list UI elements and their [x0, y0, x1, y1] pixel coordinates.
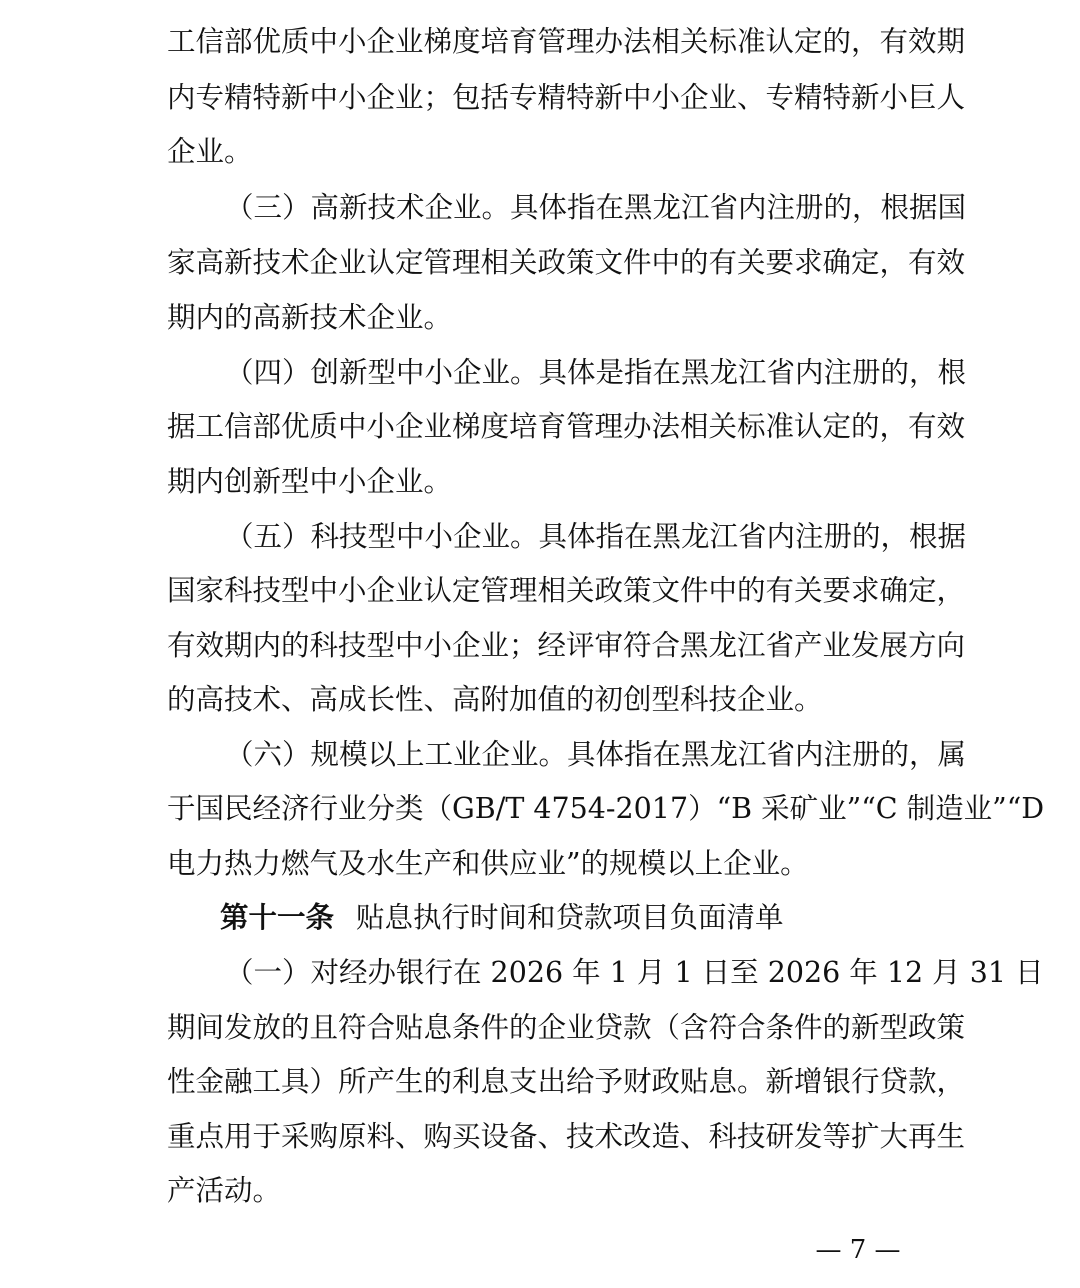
body-line-18: 期间发放的且符合贴息条件的企业贷款（含符合条件的新型政策: [167, 1011, 966, 1044]
body-line-15: 于国民经济行业分类（GB/T 4754-2017）“B 采矿业”“C 制造业”“D: [167, 792, 1045, 825]
body-line-8: 据工信部优质中小企业梯度培育管理办法相关标准认定的，有效: [167, 410, 966, 443]
body-line-2: 内专精特新中小企业；包括专精特新中小企业、专精特新小巨人: [167, 81, 966, 114]
article-heading: [220, 900, 784, 936]
paragraph-3-start: （三）高新技术企业。具体指在黑龙江省内注册的，根据国: [225, 191, 967, 224]
paragraph-5-start: （五）科技型中小企业。具体指在黑龙江省内注册的，根据: [225, 520, 967, 553]
body-line-16: 电力热力燃气及水生产和供应业”的规模以上企业。: [167, 847, 809, 880]
body-line-1: 工信部优质中小企业梯度培育管理办法相关标准认定的，有效期: [167, 25, 966, 58]
body-line-11: 国家科技型中小企业认定管理相关政策文件中的有关要求确定，: [167, 574, 966, 607]
article-title: 贴息执行时间和贷款项目负面清单: [356, 901, 784, 934]
body-line-12: 有效期内的科技型中小企业；经评审符合黑龙江省产业发展方向: [167, 629, 966, 662]
page-number: — 7 —: [815, 1235, 901, 1265]
body-line-20: 重点用于采购原料、购买设备、技术改造、科技研发等扩大再生: [167, 1120, 966, 1153]
clause-1-start: （一）对经办银行在 2026 年 1 月 1 日至 2026 年 12 月 31 日: [225, 956, 1044, 989]
body-line-9: 期内创新型中小企业。: [167, 465, 453, 498]
body-line-5: 家高新技术企业认定管理相关政策文件中的有关要求确定，有效: [167, 246, 966, 279]
paragraph-6-start: （六）规模以上工业企业。具体指在黑龙江省内注册的，属: [225, 738, 967, 771]
body-line-19: 性金融工具）所产生的利息支出给予财政贴息。新增银行贷款，: [167, 1065, 966, 1098]
body-line-13: 的高技术、高成长性、高附加值的初创型科技企业。: [167, 683, 823, 716]
article-number: 第十一条: [220, 901, 335, 934]
body-line-21: 产活动。: [167, 1174, 282, 1207]
body-line-6: 期内的高新技术企业。: [167, 301, 453, 334]
body-line-3: 企业。: [167, 135, 253, 168]
paragraph-4-start: （四）创新型中小企业。具体是指在黑龙江省内注册的，根: [225, 356, 967, 389]
